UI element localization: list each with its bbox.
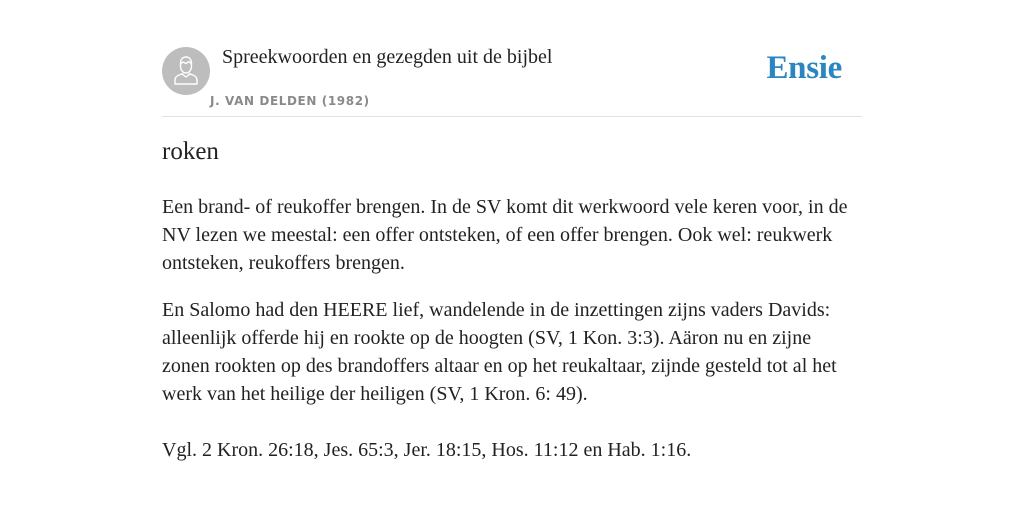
entry-paragraph: Vgl. 2 Kron. 26:18, Jes. 65:3, Jer. 18:15, Hos. 11:12 en Hab. 1:16. — [162, 439, 692, 461]
ensie-logo[interactable]: Ensie — [766, 50, 842, 86]
user-avatar-icon — [162, 47, 210, 95]
entry-paragraph: Een brand- of reukoffer brengen. In de SV komt dit werkwoord vele keren voor, in de NV lezen we meestal: een offer ontsteken, of een offer brengen. Ook wel: reukwerk ontsteken, reukoffers brengen. — [162, 196, 848, 274]
entry-body — [162, 193, 862, 464]
entry-headword: roken — [162, 138, 219, 165]
entry-paragraph: En Salomo had den HEERE lief, wandelende in de inzettingen zijns vaders Davids: alleenlijk offerde hij en rookte op de hoogten (SV, 1 Kon. 3:3). Aäron nu en zijne zonen rookten op des brandoffers altaar en op het reukaltaar, zijnde gesteld tot al het werk van het heilige der heiligen (SV, 1 Kron. 6: 49). — [162, 299, 837, 405]
header — [162, 44, 862, 117]
book-title[interactable]: Spreekwoorden en gezegden uit de bijbel — [222, 46, 553, 68]
author-name[interactable]: J. VAN DELDEN (1982) — [210, 94, 370, 108]
